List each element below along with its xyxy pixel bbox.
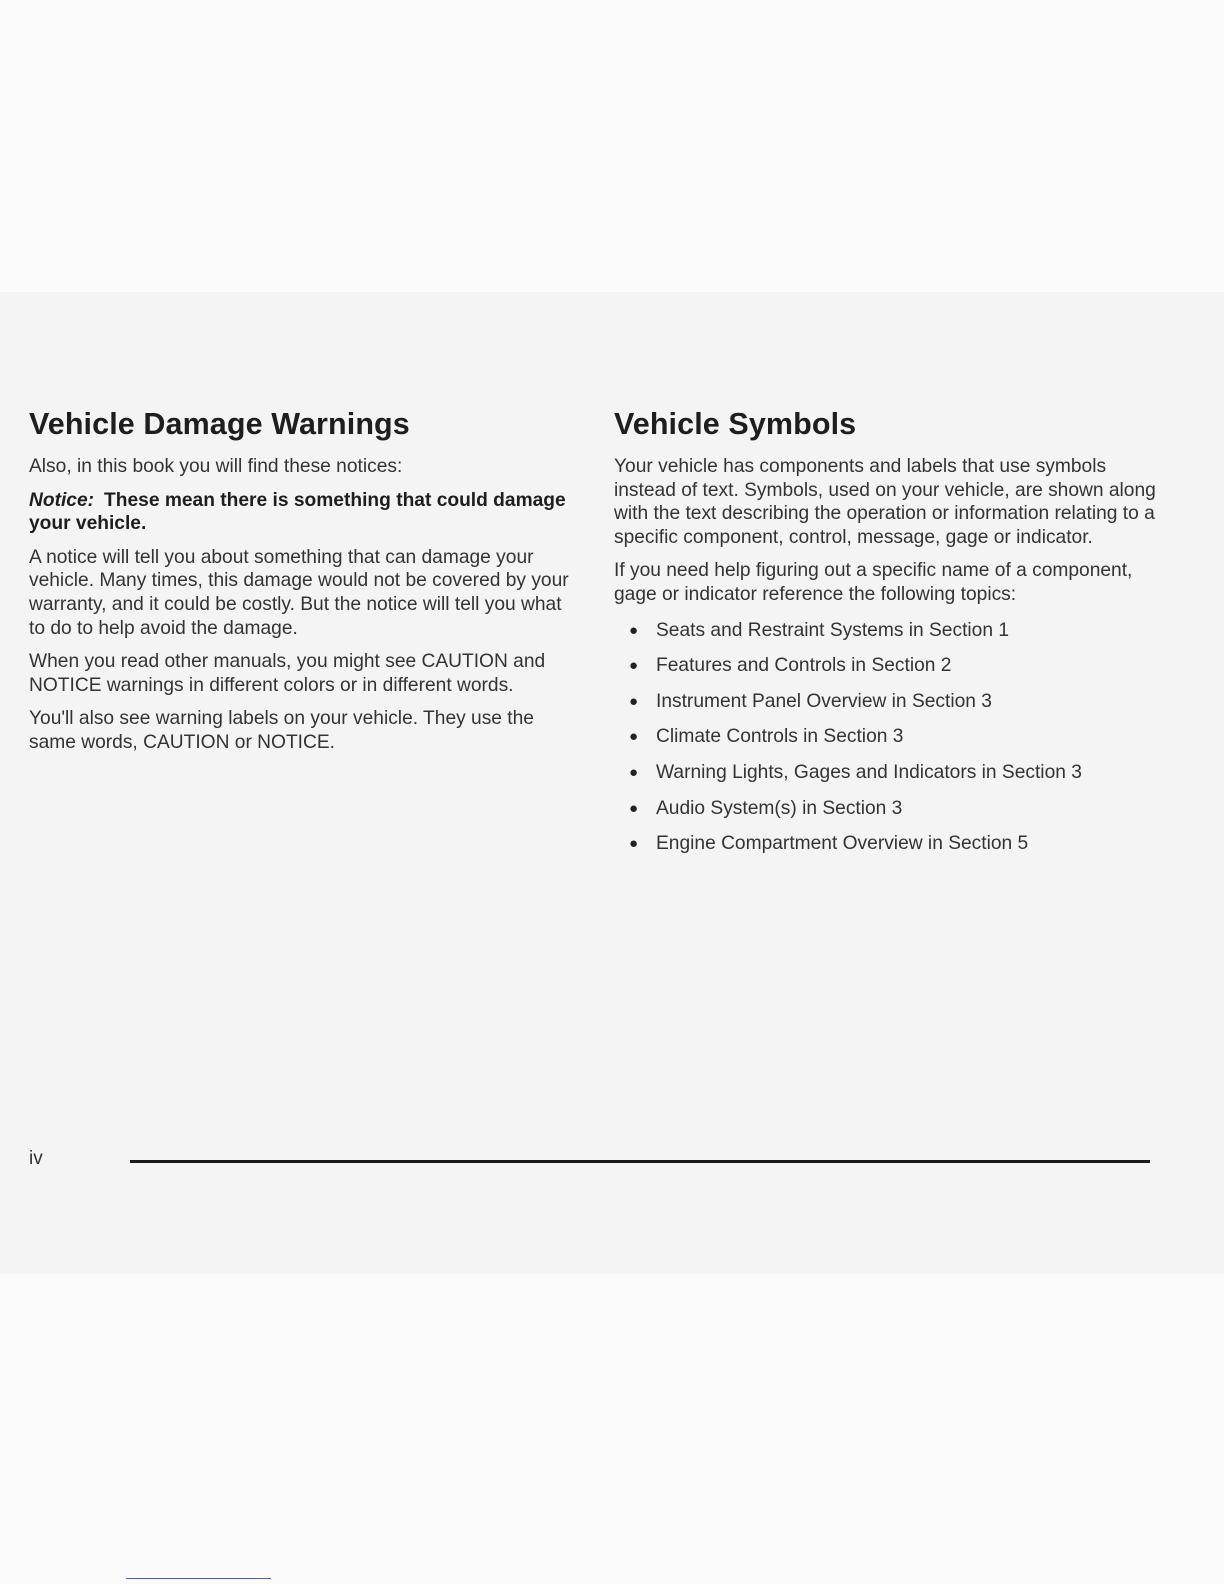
notice-text: These mean there is something that could damage your vehicle. xyxy=(29,489,566,535)
topics-list xyxy=(614,619,1159,856)
intro-paragraph: Also, in this book you will find these notices: xyxy=(29,456,403,477)
list-item xyxy=(614,654,1159,678)
bullet-icon: ● xyxy=(629,799,639,817)
bullet-icon: ● xyxy=(629,657,639,675)
vehicle-symbols-section xyxy=(614,405,1159,868)
notice-paragraph xyxy=(29,489,574,536)
section-heading: Vehicle Symbols xyxy=(614,407,857,441)
topic-text: Audio System(s) in Section 3 xyxy=(656,797,903,819)
topic-text: Seats and Restraint Systems in Section 1 xyxy=(656,619,1010,641)
footer-divider xyxy=(130,1160,1150,1163)
list-item xyxy=(614,832,1159,856)
bullet-icon: ● xyxy=(629,728,639,746)
list-item xyxy=(614,761,1159,785)
body-paragraph: You'll also see warning labels on your vehicle. They use the same words, CAUTION or NOTICE. xyxy=(29,708,534,753)
topic-text: Climate Controls in Section 3 xyxy=(656,726,904,748)
topic-text: Instrument Panel Overview in Section 3 xyxy=(656,690,992,712)
section-heading: Vehicle Damage Warnings xyxy=(29,407,410,441)
bullet-icon: ● xyxy=(629,621,639,639)
link-underline xyxy=(126,1578,271,1579)
list-item xyxy=(614,619,1159,643)
list-item xyxy=(614,797,1159,821)
page-number: iv xyxy=(29,1148,43,1169)
bullet-icon: ● xyxy=(629,692,639,710)
vehicle-damage-warnings-section xyxy=(29,405,574,765)
body-paragraph: Your vehicle has components and labels that use symbols instead of text. Symbols, used on your vehicle, are shown along with the text describing the operation or information relating to a specific component, control, message, gage or indicator. xyxy=(614,456,1156,548)
list-item xyxy=(614,725,1159,749)
body-paragraph: If you need help figuring out a specific name of a component, gage or indicator reference the following topics: xyxy=(614,560,1133,605)
bullet-icon: ● xyxy=(629,763,639,781)
bullet-icon: ● xyxy=(629,835,639,853)
list-item xyxy=(614,690,1159,714)
body-paragraph: When you read other manuals, you might see CAUTION and NOTICE warnings in different colors or in different words. xyxy=(29,651,546,696)
topic-text: Engine Compartment Overview in Section 5 xyxy=(656,833,1029,855)
topic-text: Features and Controls in Section 2 xyxy=(656,655,952,677)
notice-label: Notice: xyxy=(29,489,95,511)
body-paragraph: A notice will tell you about something that can damage your vehicle. Many times, this damage would not be covered by your warranty, and it could be costly. But the notice will tell you what to do to help avoid the damage. xyxy=(29,546,569,639)
topic-text: Warning Lights, Gages and Indicators in Section 3 xyxy=(656,761,1082,783)
